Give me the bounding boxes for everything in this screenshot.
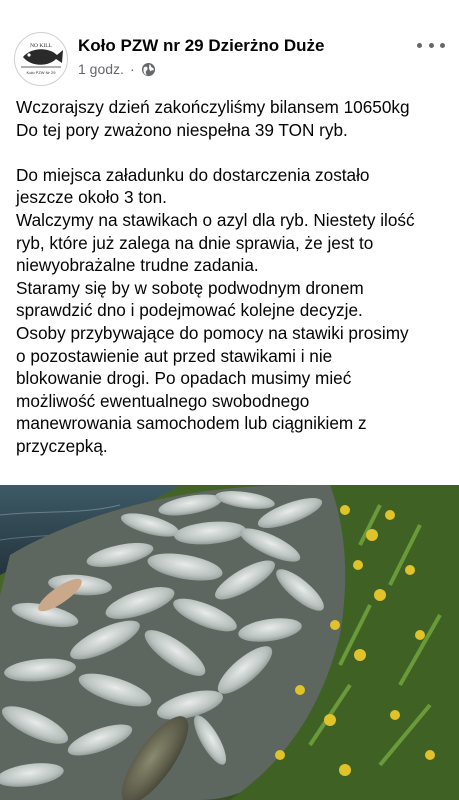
post-line: możliwość ewentualnego swobodnego (16, 390, 310, 411)
post-line: manewrowania samochodem lub ciągnikiem z (16, 413, 367, 434)
meta-separator: · (129, 61, 135, 77)
post-line: o pozostawienie aut przed stawikami i nie (16, 345, 333, 366)
post-line: Staramy się by w sobotę podwodnym dronem (16, 277, 364, 298)
post-line: Walczymy na stawikach o azyl dla ryb. Niestety ilość (16, 209, 415, 230)
page-avatar[interactable] (14, 32, 68, 86)
post-header (0, 0, 459, 90)
post-line: Do tej pory zważono niespełna 39 TON ryb. (16, 119, 348, 140)
post-line: przyczepką. (16, 435, 108, 456)
no-kill-logo-icon (15, 33, 67, 85)
more-options-button[interactable] (417, 38, 445, 52)
post-body (16, 96, 448, 458)
post-timestamp[interactable]: 1 godz. (78, 61, 124, 77)
post-line: sprawdzić dno i podejmować kolejne decyzje. (16, 300, 363, 321)
post-line: ryb, które już zalega na dnie sprawia, że jest to (16, 232, 374, 253)
logo-text-top: NO KILL (30, 43, 52, 49)
post-line: blokowanie drogi. Po opadach musimy mieć (16, 368, 352, 389)
dead-fish-photo (0, 485, 459, 800)
more-dot-icon (429, 43, 434, 48)
post-line: Osoby przybywające do pomocy na stawiki prosimy (16, 322, 409, 343)
post-line: Wczorajszy dzień zakończyliśmy bilansem 10650kg (16, 97, 410, 117)
post-line: jeszcze około 3 ton. (16, 187, 167, 208)
more-dot-icon (440, 43, 445, 48)
post-line: niewyobrażalne trudne zadania. (16, 255, 259, 276)
post-meta (78, 61, 156, 77)
post-line: Do miejsca załadunku do dostarczenia zostało (16, 164, 370, 185)
globe-icon[interactable] (141, 62, 156, 77)
logo-text-bottom: Koło PZW Nr 29 (26, 70, 56, 75)
post-photo[interactable] (0, 485, 459, 800)
page-name-link[interactable]: Koło PZW nr 29 Dzierżno Duże (78, 36, 325, 55)
more-dot-icon (417, 43, 422, 48)
